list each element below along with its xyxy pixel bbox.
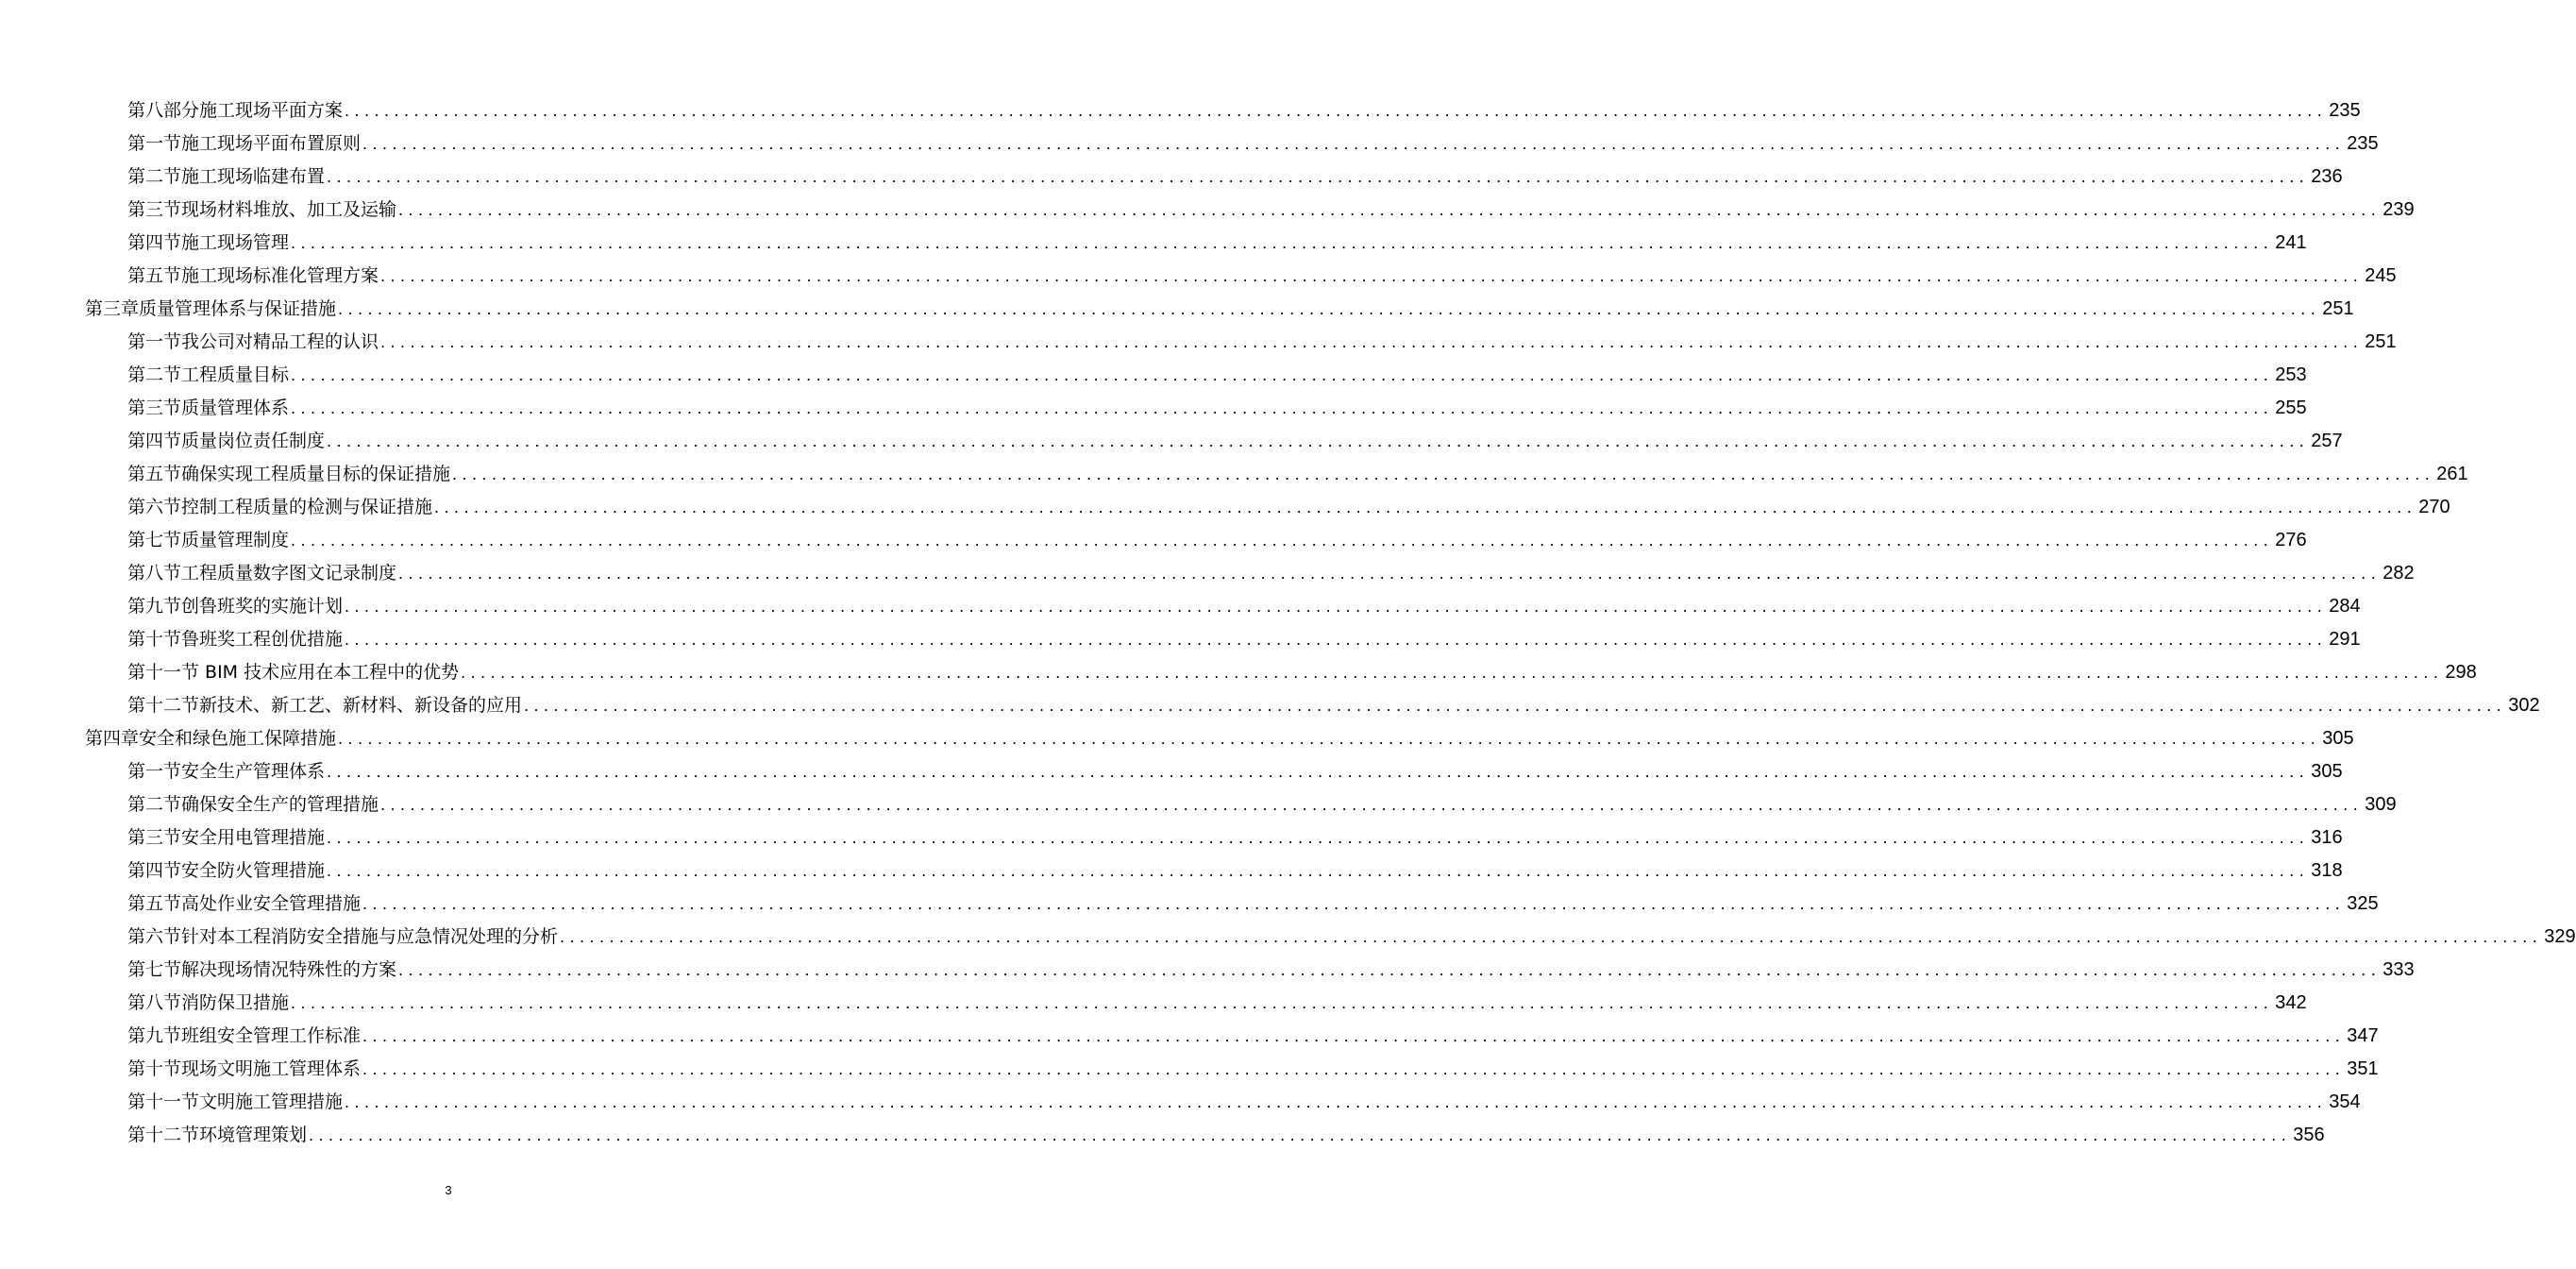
toc-dot-leader: ........................................................................................................................................................................................................ (291, 233, 2274, 252)
toc-section-entry (0, 755, 2343, 788)
toc-entry-title: 第三章质量管理体系与保证措施 (85, 293, 338, 326)
toc-entry-page: 302 (2506, 689, 2539, 722)
toc-dot-leader: ........................................................................................................................................................................................................ (434, 498, 2417, 516)
toc-dot-leader: ........................................................................................................................................................................................................ (380, 332, 2364, 351)
toc-entry-title: 第二节确保安全生产的管理措施 (127, 788, 380, 821)
toc-dot-leader: ........................................................................................................................................................................................................ (327, 167, 2310, 186)
toc-entry-title: 第六节控制工程质量的检测与保证措施 (127, 491, 434, 524)
toc-entry-title: 第二节工程质量目标 (127, 359, 291, 392)
toc-entry-page: 236 (2309, 161, 2342, 194)
toc-dot-leader: ........................................................................................................................................................................................................ (362, 894, 2346, 913)
toc-entry-page: 351 (2345, 1053, 2378, 1086)
toc-entry-page: 284 (2327, 590, 2360, 623)
toc-entry-page: 298 (2443, 656, 2476, 689)
toc-entry-page: 276 (2273, 524, 2306, 557)
toc-entry-title: 第十节鲁班奖工程创优措施 (127, 623, 345, 656)
toc-dot-leader: ........................................................................................................................................................................................................ (291, 531, 2274, 550)
toc-entry-title: 第二节施工现场临建布置 (127, 161, 327, 194)
toc-section-entry (0, 425, 2343, 458)
toc-dot-leader: ........................................................................................................................................................................................................ (362, 1026, 2346, 1045)
toc-dot-leader: ........................................................................................................................................................................................................ (309, 1125, 2292, 1144)
toc-entry-page: 318 (2309, 854, 2342, 888)
toc-entry-page: 316 (2309, 821, 2342, 854)
toc-entry-page: 305 (2320, 722, 2353, 755)
toc-section-entry (0, 987, 2307, 1020)
toc-entry-page: 245 (2363, 260, 2396, 293)
toc-dot-leader: ........................................................................................................................................................................................................ (398, 960, 2382, 979)
toc-dot-leader: ........................................................................................................................................................................................................ (362, 1059, 2346, 1078)
page-number: 3 (445, 1183, 452, 1197)
toc-section-entry (0, 954, 2415, 987)
toc-entry-title: 第十一节文明施工管理措施 (127, 1086, 345, 1119)
toc-section-entry (0, 227, 2307, 260)
toc-entry-title: 第八部分施工现场平面方案 (127, 94, 345, 127)
toc-dot-leader: ........................................................................................................................................................................................................ (345, 1092, 2328, 1111)
toc-entry-page: 253 (2273, 359, 2306, 392)
toc-entry-page: 325 (2345, 888, 2378, 921)
toc-entry-title: 第四节质量岗位责任制度 (127, 425, 327, 458)
toc-entry-title: 第七节质量管理制度 (127, 524, 291, 557)
toc-section-entry (0, 557, 2415, 590)
toc-entry-title: 第一节我公司对精品工程的认识 (127, 326, 380, 359)
toc-section-entry (0, 1020, 2379, 1053)
toc-dot-leader: ........................................................................................................................................................................................................ (291, 365, 2274, 384)
toc-section-entry (0, 392, 2307, 425)
toc-entry-page: 333 (2381, 954, 2414, 987)
toc-dot-leader: ........................................................................................................................................................................................................ (345, 597, 2328, 616)
toc-entry-page: 305 (2309, 755, 2342, 788)
toc-entry-title: 第五节施工现场标准化管理方案 (127, 260, 380, 293)
toc-entry-title: 第十节现场文明施工管理体系 (127, 1053, 362, 1086)
toc-dot-leader: ........................................................................................................................................................................................................ (398, 564, 2382, 583)
toc-section-entry (0, 260, 2397, 293)
toc-dot-leader: ........................................................................................................................................................................................................ (327, 828, 2310, 847)
toc-dot-leader: ........................................................................................................................................................................................................ (452, 465, 2435, 483)
toc-section-entry (0, 788, 2397, 821)
toc-dot-leader: ........................................................................................................................................................................................................ (327, 861, 2310, 880)
toc-section-entry (0, 623, 2361, 656)
toc-entry-title: 第六节针对本工程消防安全措施与应急情况处理的分析 (127, 921, 560, 954)
toc-entry-page: 251 (2363, 326, 2396, 359)
toc-entry-page: 235 (2345, 127, 2378, 161)
toc-dot-leader: ........................................................................................................................................................................................................ (345, 101, 2328, 120)
toc-section-entry (0, 524, 2307, 557)
toc-entry-title: 第三节质量管理体系 (127, 392, 291, 425)
toc-section-entry (0, 491, 2450, 524)
toc-chapter-entry (0, 722, 2354, 755)
toc-section-entry (0, 359, 2307, 392)
toc-dot-leader: ........................................................................................................................................................................................................ (560, 927, 2543, 946)
toc-section-entry (0, 458, 2468, 491)
toc-entry-title: 第一节安全生产管理体系 (127, 755, 327, 788)
toc-entry-page: 354 (2327, 1086, 2360, 1119)
toc-entry-page: 261 (2434, 458, 2467, 491)
toc-entry-title: 第三节现场材料堆放、加工及运输 (127, 194, 398, 227)
toc-dot-leader: ........................................................................................................................................................................................................ (291, 398, 2274, 417)
toc-dot-leader: ........................................................................................................................................................................................................ (338, 729, 2321, 748)
toc-entry-title: 第五节确保实现工程质量目标的保证措施 (127, 458, 452, 491)
toc-dot-leader: ........................................................................................................................................................................................................ (327, 431, 2310, 450)
toc-entry-title: 第十一节 BIM 技术应用在本工程中的优势 (127, 656, 461, 689)
toc-entry-page: 347 (2345, 1020, 2378, 1053)
toc-dot-leader: ........................................................................................................................................................................................................ (362, 134, 2346, 153)
toc-entry-title: 第一节施工现场平面布置原则 (127, 127, 362, 161)
toc-dot-leader: ........................................................................................................................................................................................................ (524, 696, 2507, 715)
toc-dot-leader: ........................................................................................................................................................................................................ (345, 630, 2328, 649)
toc-dot-leader: ........................................................................................................................................................................................................ (380, 795, 2364, 814)
toc-entry-title: 第十二节新技术、新工艺、新材料、新设备的应用 (127, 689, 524, 722)
toc-entry-title: 第五节高处作业安全管理措施 (127, 888, 362, 921)
toc-entry-page: 342 (2273, 987, 2306, 1020)
toc-entry-page: 235 (2327, 94, 2360, 127)
toc-section-entry (0, 161, 2343, 194)
toc-section-entry (0, 590, 2361, 623)
toc-entry-title: 第九节创鲁班奖的实施计划 (127, 590, 345, 623)
toc-entry-page: 309 (2363, 788, 2396, 821)
toc-entry-title: 第七节解决现场情况特殊性的方案 (127, 954, 398, 987)
toc-dot-leader: ........................................................................................................................................................................................................ (327, 762, 2310, 781)
toc-entry-title: 第四节安全防火管理措施 (127, 854, 327, 888)
toc-section-entry (0, 194, 2415, 227)
toc-entry-page: 255 (2273, 392, 2306, 425)
toc-section-entry (0, 1086, 2361, 1119)
toc-dot-leader: ........................................................................................................................................................................................................ (291, 993, 2274, 1012)
toc-entry-title: 第三节安全用电管理措施 (127, 821, 327, 854)
toc-entry-title: 第八节消防保卫措施 (127, 987, 291, 1020)
toc-entry-page: 241 (2273, 227, 2306, 260)
toc-section-entry (0, 921, 2576, 954)
toc-section-entry (0, 127, 2379, 161)
toc-entry-page: 356 (2291, 1119, 2324, 1152)
toc-dot-leader: ........................................................................................................................................................................................................ (398, 200, 2382, 219)
toc-section-entry (0, 1053, 2379, 1086)
toc-section-entry (0, 854, 2343, 888)
toc-entry-page: 239 (2381, 194, 2414, 227)
toc-entry-title: 第八节工程质量数字图文记录制度 (127, 557, 398, 590)
toc-chapter-entry (0, 293, 2354, 326)
toc-entry-title: 第四节施工现场管理 (127, 227, 291, 260)
toc-entry-page: 282 (2381, 557, 2414, 590)
toc-section-entry (0, 821, 2343, 854)
toc-entry-page: 270 (2416, 491, 2450, 524)
toc-section-entry (0, 689, 2540, 722)
toc-section-entry (0, 1119, 2325, 1152)
toc-entry-page: 257 (2309, 425, 2342, 458)
table-of-contents (0, 94, 2576, 1152)
toc-dot-leader: ........................................................................................................................................................................................................ (380, 266, 2364, 285)
toc-entry-title: 第九节班组安全管理工作标准 (127, 1020, 362, 1053)
toc-entry-title: 第四章安全和绿色施工保障措施 (85, 722, 338, 755)
toc-section-entry (0, 656, 2477, 689)
toc-section-entry (0, 326, 2397, 359)
toc-section-entry (0, 94, 2361, 127)
toc-entry-title: 第十二节环境管理策划 (127, 1119, 309, 1152)
toc-dot-leader: ........................................................................................................................................................................................................ (461, 663, 2444, 682)
toc-entry-page: 291 (2327, 623, 2360, 656)
toc-entry-page: 251 (2320, 293, 2353, 326)
toc-section-entry (0, 888, 2379, 921)
toc-entry-page: 329 (2542, 921, 2575, 954)
toc-dot-leader: ........................................................................................................................................................................................................ (338, 299, 2321, 318)
